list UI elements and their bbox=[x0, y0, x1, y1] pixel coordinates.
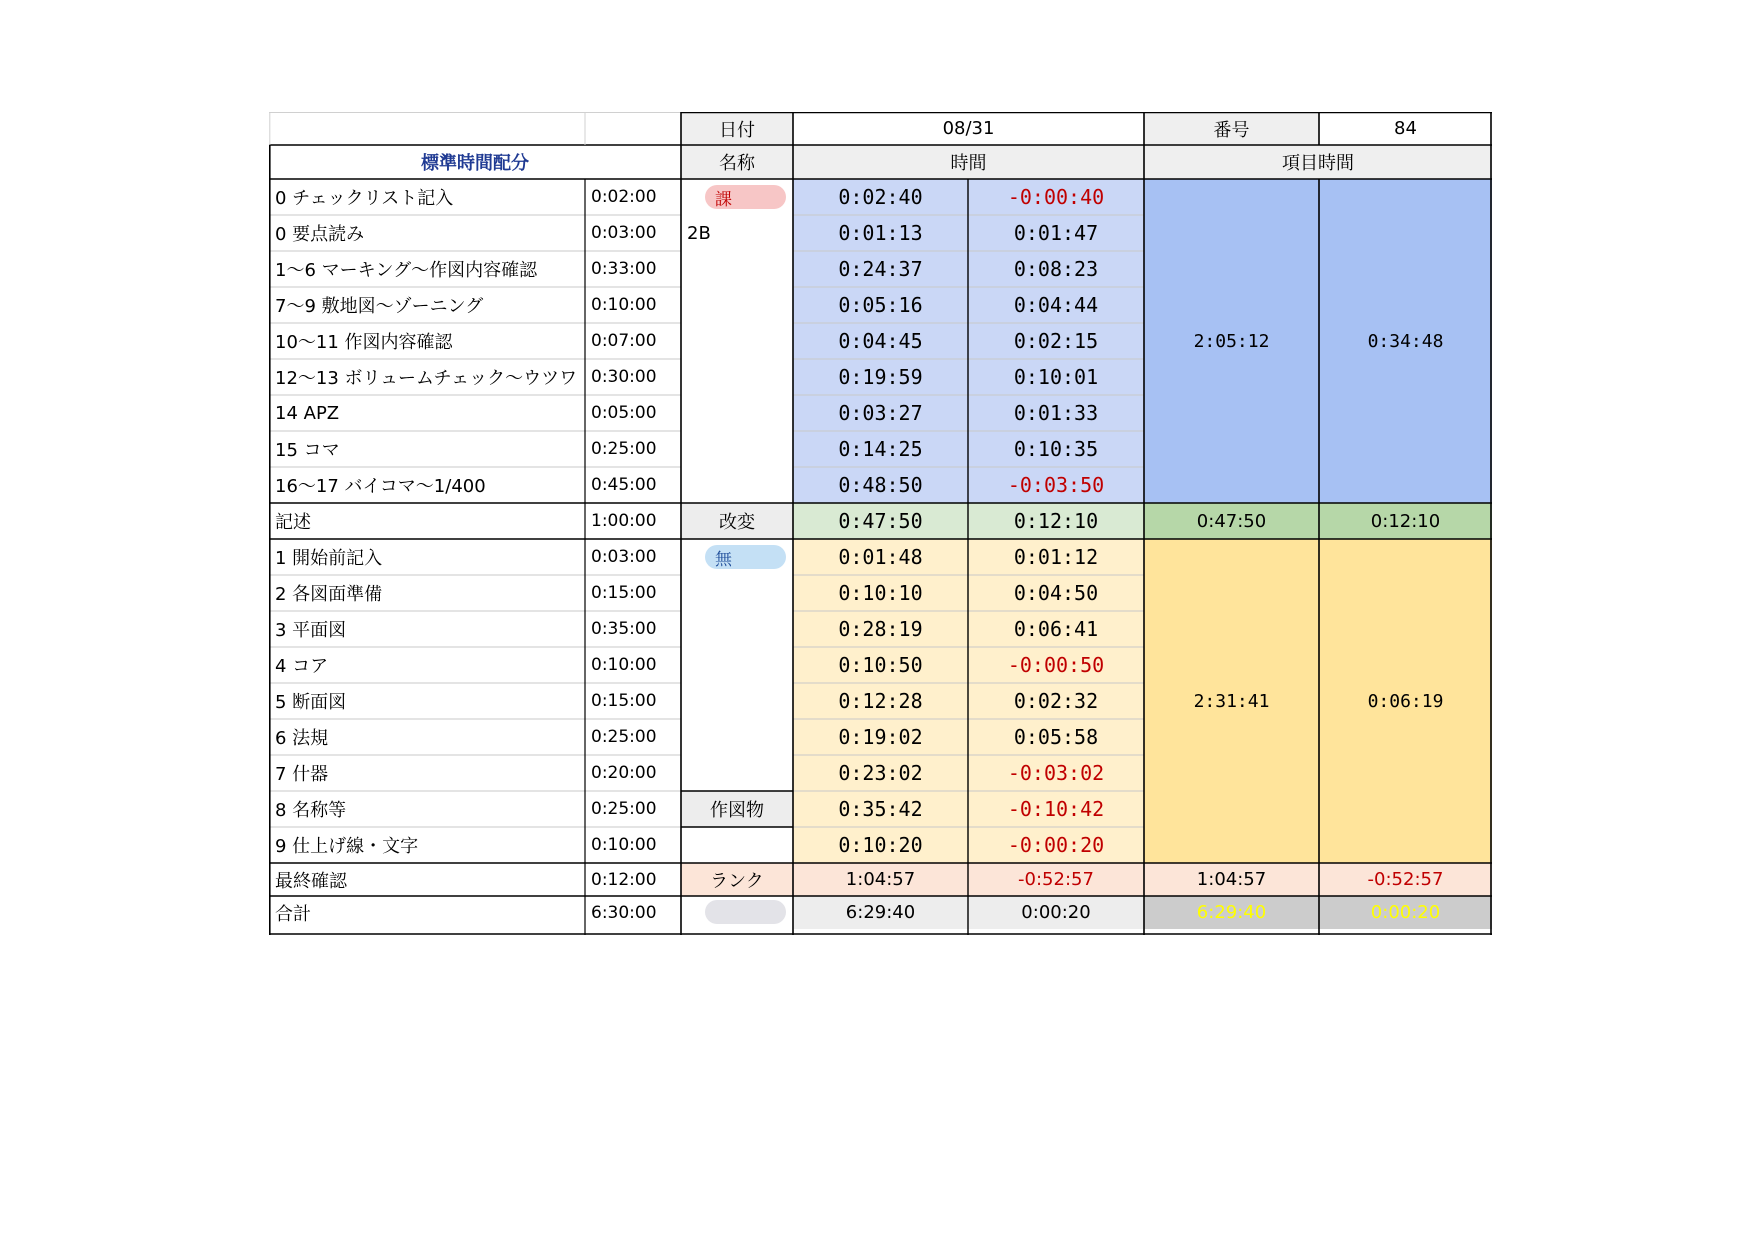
row-std: 0:15:00 bbox=[591, 583, 657, 603]
row-diff: -0:10:42 bbox=[968, 791, 1144, 827]
row-actual: 0:10:20 bbox=[793, 827, 968, 863]
row-actual: 0:28:19 bbox=[793, 611, 968, 647]
row-diff: -0:00:20 bbox=[968, 827, 1144, 863]
final-item-diff: -0:52:57 bbox=[1319, 863, 1492, 896]
kijutsu-item-actual: 0:47:50 bbox=[1144, 503, 1319, 539]
drawing-item-diff: 0:06:19 bbox=[1319, 539, 1492, 863]
row-std: 0:45:00 bbox=[591, 475, 657, 495]
rank-badge-cell bbox=[681, 896, 793, 929]
row-std: 0:05:00 bbox=[591, 403, 657, 423]
row-actual: 0:01:48 bbox=[793, 539, 968, 575]
date-label: 日付 bbox=[681, 112, 793, 145]
row-label: 記述 bbox=[275, 512, 311, 533]
row-diff: -0:00:40 bbox=[968, 179, 1144, 215]
row-std: 0:15:00 bbox=[591, 691, 657, 711]
row-label: 10〜11 作図内容確認 bbox=[275, 332, 453, 353]
row-actual: 0:14:25 bbox=[793, 431, 968, 467]
row-diff: -0:03:02 bbox=[968, 755, 1144, 791]
row-diff: 0:08:23 bbox=[968, 251, 1144, 287]
rank-badge bbox=[705, 900, 786, 924]
row-std: 0:10:00 bbox=[591, 295, 657, 315]
row-label: 0 要点読み bbox=[275, 224, 365, 245]
row-std: 0:25:00 bbox=[591, 727, 657, 747]
none-badge-cell bbox=[681, 539, 793, 575]
row-diff: 0:10:01 bbox=[968, 359, 1144, 395]
row-diff: 0:02:15 bbox=[968, 323, 1144, 359]
total-item-diff: 0:00:20 bbox=[1319, 896, 1492, 929]
row-std: 6:30:00 bbox=[591, 902, 657, 923]
row-std: 0:02:00 bbox=[591, 187, 657, 207]
row-label: 5 断面図 bbox=[275, 692, 347, 713]
row-label: 1〜6 マーキング〜作図内容確認 bbox=[275, 260, 538, 281]
total-item-actual: 6:29:40 bbox=[1144, 896, 1319, 929]
row-label: 4 コア bbox=[275, 656, 329, 677]
row-diff: 0:02:32 bbox=[968, 683, 1144, 719]
row-diff: 0:04:50 bbox=[968, 575, 1144, 611]
row-std: 0:25:00 bbox=[591, 799, 657, 819]
row-actual: 0:24:37 bbox=[793, 251, 968, 287]
row-std: 0:35:00 bbox=[591, 619, 657, 639]
row-actual: 0:35:42 bbox=[793, 791, 968, 827]
row-label: 7 什器 bbox=[275, 764, 329, 785]
row-label: 合計 bbox=[275, 903, 311, 925]
row-label: 3 平面図 bbox=[275, 620, 347, 641]
number-value: 84 bbox=[1394, 118, 1417, 139]
row-diff: -0:00:50 bbox=[968, 647, 1144, 683]
drawing-label: 作図物 bbox=[681, 791, 793, 827]
row-diff: 0:00:20 bbox=[968, 896, 1144, 929]
code-cell: 2B bbox=[687, 222, 711, 244]
row-label: 6 法規 bbox=[275, 728, 329, 749]
row-actual: 0:23:02 bbox=[793, 755, 968, 791]
row-diff: 0:12:10 bbox=[968, 503, 1144, 539]
row-label: 15 コマ bbox=[275, 440, 340, 461]
kaihen-label: 改変 bbox=[681, 503, 793, 539]
time-allocation-sheet bbox=[269, 112, 1492, 935]
row-std: 0:03:00 bbox=[591, 547, 657, 567]
final-item-actual: 1:04:57 bbox=[1144, 863, 1319, 896]
row-diff: 0:01:33 bbox=[968, 395, 1144, 431]
row-label: 7〜9 敷地図〜ゾーニング bbox=[275, 296, 484, 317]
row-diff: 0:06:41 bbox=[968, 611, 1144, 647]
number-label: 番号 bbox=[1144, 112, 1319, 145]
row-actual: 0:01:13 bbox=[793, 215, 968, 251]
rank-label: ランク bbox=[681, 863, 793, 896]
row-actual: 1:04:57 bbox=[793, 863, 968, 896]
row-actual: 0:10:10 bbox=[793, 575, 968, 611]
row-label: 2 各図面準備 bbox=[275, 584, 383, 605]
row-actual: 0:03:27 bbox=[793, 395, 968, 431]
row-actual: 0:48:50 bbox=[793, 467, 968, 503]
time-label: 時間 bbox=[793, 145, 1144, 179]
row-label: 最終確認 bbox=[275, 870, 347, 892]
row-std: 0:25:00 bbox=[591, 439, 657, 459]
planning-item-actual: 2:05:12 bbox=[1144, 179, 1319, 503]
row-label: 0 チェックリスト記入 bbox=[275, 188, 454, 209]
standard-time-title: 標準時間配分 bbox=[421, 153, 529, 174]
row-actual: 0:47:50 bbox=[793, 503, 968, 539]
row-std: 1:00:00 bbox=[591, 511, 657, 531]
row-diff: 0:01:12 bbox=[968, 539, 1144, 575]
task-badge-cell bbox=[681, 179, 793, 215]
row-actual: 0:19:59 bbox=[793, 359, 968, 395]
row-actual: 0:19:02 bbox=[793, 719, 968, 755]
row-actual: 6:29:40 bbox=[793, 896, 968, 929]
row-label: 14 APZ bbox=[275, 402, 340, 424]
item-time-label: 項目時間 bbox=[1144, 145, 1492, 179]
kijutsu-item-diff: 0:12:10 bbox=[1319, 503, 1492, 539]
row-diff: 0:01:47 bbox=[968, 215, 1144, 251]
row-std: 0:03:00 bbox=[591, 223, 657, 243]
row-std: 0:07:00 bbox=[591, 331, 657, 351]
row-label: 16〜17 バイコマ〜1/400 bbox=[275, 476, 486, 497]
row-actual: 0:02:40 bbox=[793, 179, 968, 215]
task-badge: 課 bbox=[705, 185, 786, 209]
drawing-item-actual: 2:31:41 bbox=[1144, 539, 1319, 863]
row-std: 0:10:00 bbox=[591, 835, 657, 855]
row-actual: 0:12:28 bbox=[793, 683, 968, 719]
row-actual: 0:10:50 bbox=[793, 647, 968, 683]
row-diff: -0:03:50 bbox=[968, 467, 1144, 503]
row-diff: -0:52:57 bbox=[968, 863, 1144, 896]
date-value: 08/31 bbox=[942, 118, 995, 139]
row-label: 1 開始前記入 bbox=[275, 548, 383, 569]
row-std: 0:20:00 bbox=[591, 763, 657, 783]
row-actual: 0:04:45 bbox=[793, 323, 968, 359]
row-std: 0:12:00 bbox=[591, 869, 657, 890]
row-label: 8 名称等 bbox=[275, 800, 347, 821]
row-diff: 0:04:44 bbox=[968, 287, 1144, 323]
row-label: 12〜13 ボリュームチェック〜ウツワ bbox=[275, 368, 578, 389]
row-std: 0:33:00 bbox=[591, 259, 657, 279]
none-badge: 無 bbox=[705, 545, 786, 569]
row-std: 0:10:00 bbox=[591, 655, 657, 675]
planning-item-diff: 0:34:48 bbox=[1319, 179, 1492, 503]
row-diff: 0:05:58 bbox=[968, 719, 1144, 755]
name-label: 名称 bbox=[681, 145, 793, 179]
row-label: 9 仕上げ線・文字 bbox=[275, 836, 419, 857]
row-actual: 0:05:16 bbox=[793, 287, 968, 323]
row-std: 0:30:00 bbox=[591, 367, 657, 387]
row-diff: 0:10:35 bbox=[968, 431, 1144, 467]
